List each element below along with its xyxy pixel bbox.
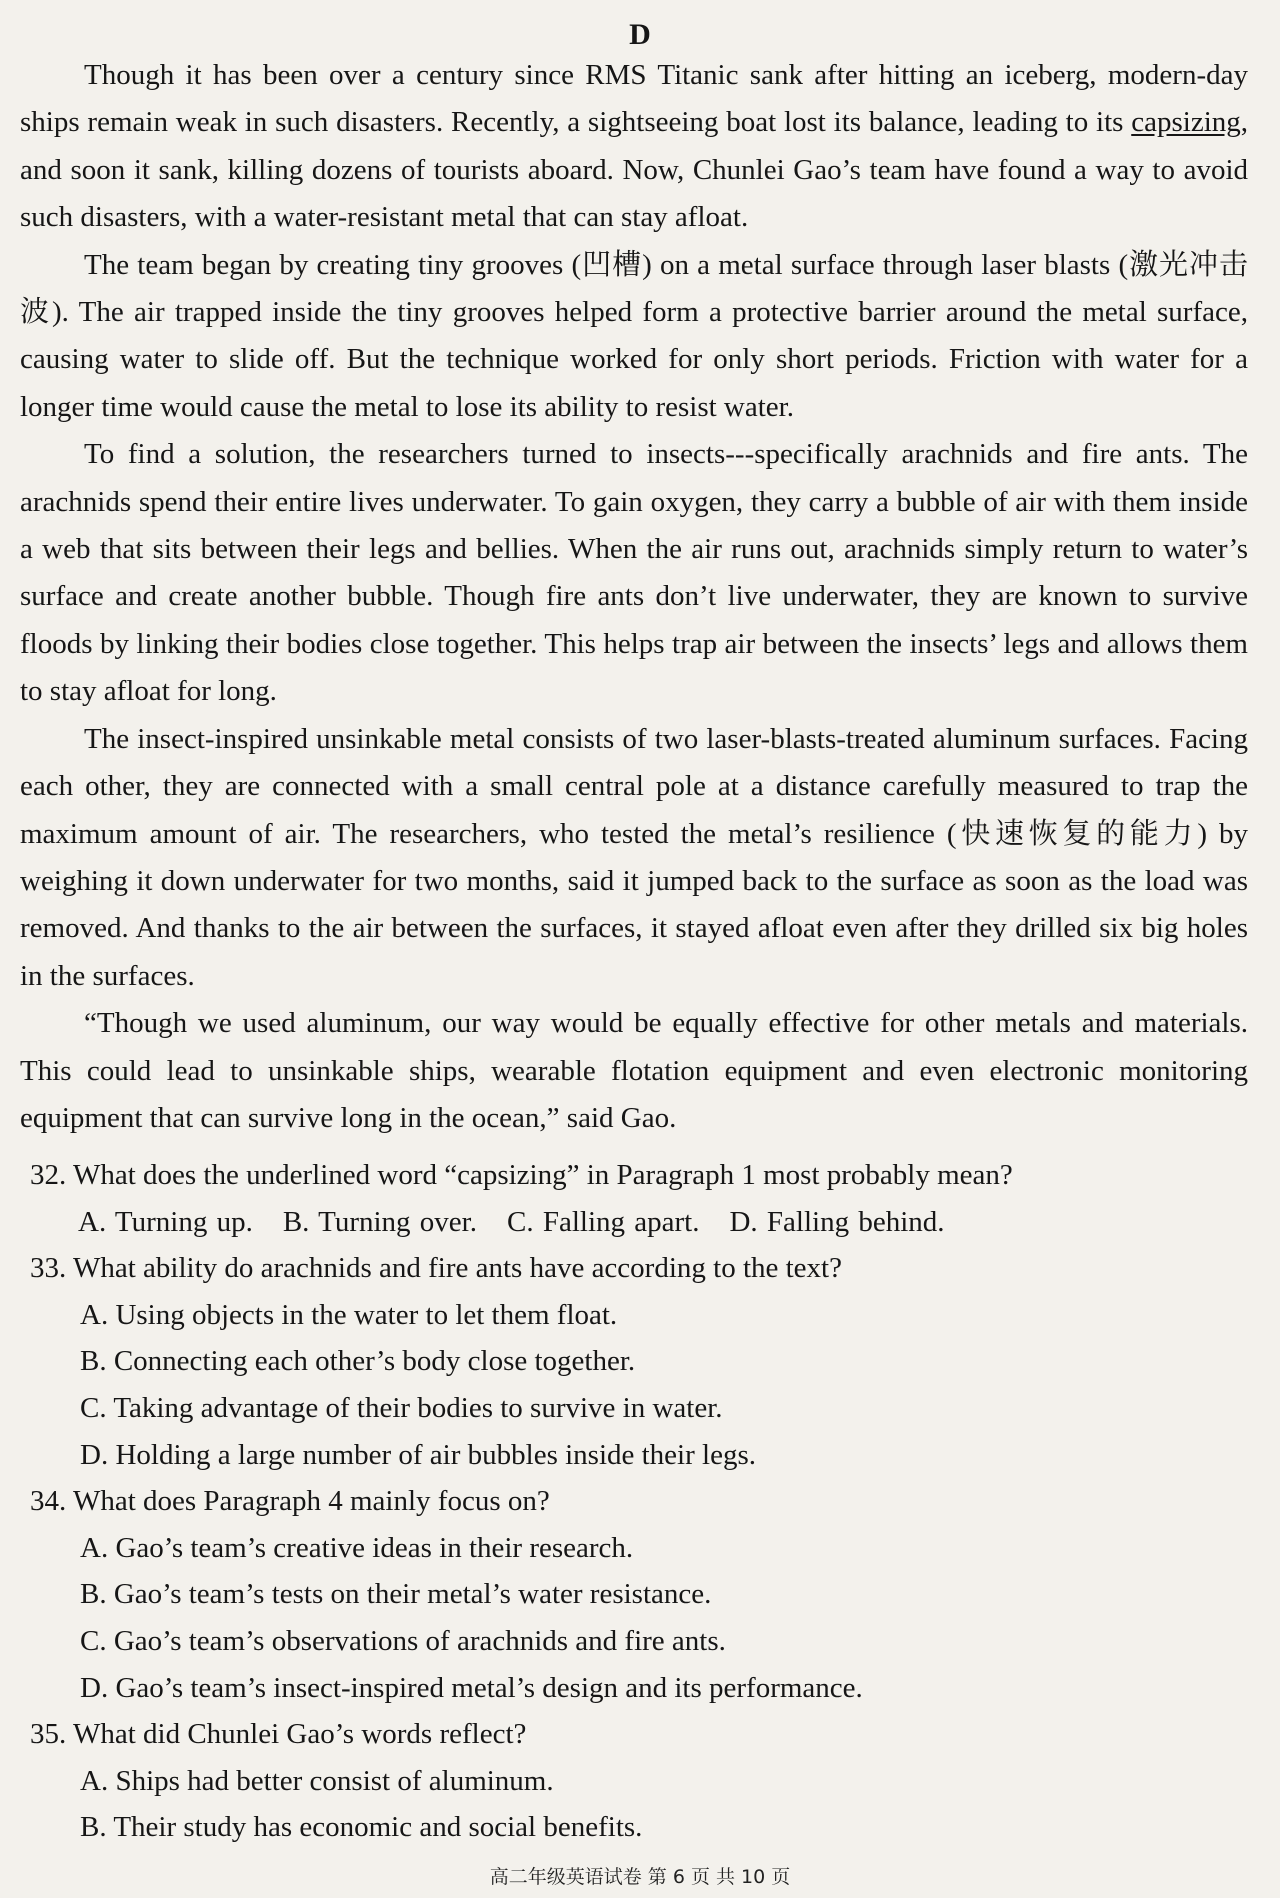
paragraph-1 (20, 52, 1248, 242)
question-33 (30, 1245, 1248, 1478)
question-34 (30, 1478, 1248, 1711)
paragraph-2: The team began by creating tiny grooves (凹槽) on a metal surface through laser blasts (激光冲击波). The air trapped inside the tiny grooves helped form a protective barrier around the metal surface, causing water to slide off. But the technique worked for only short periods. Friction with water for a longer time would cause the metal to lose its ability to resist water. (20, 248, 1248, 423)
question-32 (30, 1152, 1248, 1245)
question-stem: 33. What ability do arachnids and fire ants have according to the text? (30, 1252, 842, 1285)
option-row (30, 1199, 1248, 1246)
question-stem: 32. What does the underlined word “capsizing” in Paragraph 1 most probably mean? (30, 1159, 1013, 1191)
option-a: A. Turning up. (78, 1205, 253, 1238)
paragraph-1-before: Though it has been over a century since RMS Titanic sank after hitting an iceberg, modern-day ships remain weak in such disasters. Recently, a sightseeing boat lost its balance, leading to its (20, 59, 1248, 139)
option-d: D. Falling behind. (729, 1205, 945, 1238)
underlined-word: capsizing (1131, 106, 1241, 139)
question-stem: 34. What does Paragraph 4 mainly focus on? (30, 1485, 550, 1518)
option-c: C. Taking advantage of their bodies to survive in water. (80, 1391, 723, 1424)
question-35 (30, 1711, 1248, 1851)
option-c: C. Falling apart. (507, 1205, 700, 1238)
reading-passage (20, 52, 1248, 1142)
option-d: D. Gao’s team’s insect-inspired metal’s design and its performance. (80, 1671, 863, 1704)
option-a: A. Using objects in the water to let them float. (80, 1298, 618, 1331)
question-list (30, 1152, 1248, 1851)
paragraph-5: “Though we used aluminum, our way would be equally effective for other metals and materials. This could lead to unsinkable ships, wearable flotation equipment and even electronic monitoring equipment that can survive long in the ocean,” said Gao. (20, 1007, 1248, 1134)
option-c: C. Gao’s team’s observations of arachnids and fire ants. (80, 1624, 726, 1657)
option-d: D. Holding a large number of air bubbles inside their legs. (80, 1438, 756, 1471)
question-stem: 35. What did Chunlei Gao’s words reflect? (30, 1718, 527, 1751)
paragraph-4: The insect-inspired unsinkable metal consists of two laser-blasts-treated aluminum surfaces. Facing each other, they are connected with a small central pole at a distance carefully measured to trap the maximum amount of air. The researchers, who tested the metal’s resilience (快速恢复的能力) by weighing it down underwater for two months, said it jumped back to the surface as soon as the load was removed. And thanks to the air between the surfaces, it stayed afloat even after they drilled six big holes in the surfaces. (20, 722, 1248, 992)
paragraph-3: To find a solution, the researchers turned to insects---specifically arachnids and fire ants. The arachnids spend their entire lives underwater. To gain oxygen, they carry a bubble of air with them inside a web that sits between their legs and bellies. When the air runs out, arachnids simply return to water’s surface and create another bubble. Though fire ants don’t live underwater, they are known to survive floods by linking their bodies close together. This helps trap air between the insects’ legs and allows them to stay afloat for long. (20, 438, 1248, 708)
option-b: B. Connecting each other’s body close together. (80, 1345, 636, 1378)
option-a: A. Ships had better consist of aluminum. (80, 1764, 554, 1797)
option-b: B. Their study has economic and social benefits. (80, 1811, 643, 1844)
page-footer: 高二年级英语试卷 第 6 页 共 10 页 (489, 1866, 791, 1888)
option-b: B. Gao’s team’s tests on their metal’s water resistance. (80, 1578, 712, 1611)
option-a: A. Gao’s team’s creative ideas in their research. (80, 1531, 634, 1564)
option-b: B. Turning over. (282, 1205, 477, 1238)
paragraph-1-after: , and soon it sank, killing dozens of tourists aboard. Now, Chunlei Gao’s team have found a way to avoid such disasters, with a water-resistant metal that can stay afloat. (20, 106, 1248, 234)
section-label: D (629, 18, 651, 51)
